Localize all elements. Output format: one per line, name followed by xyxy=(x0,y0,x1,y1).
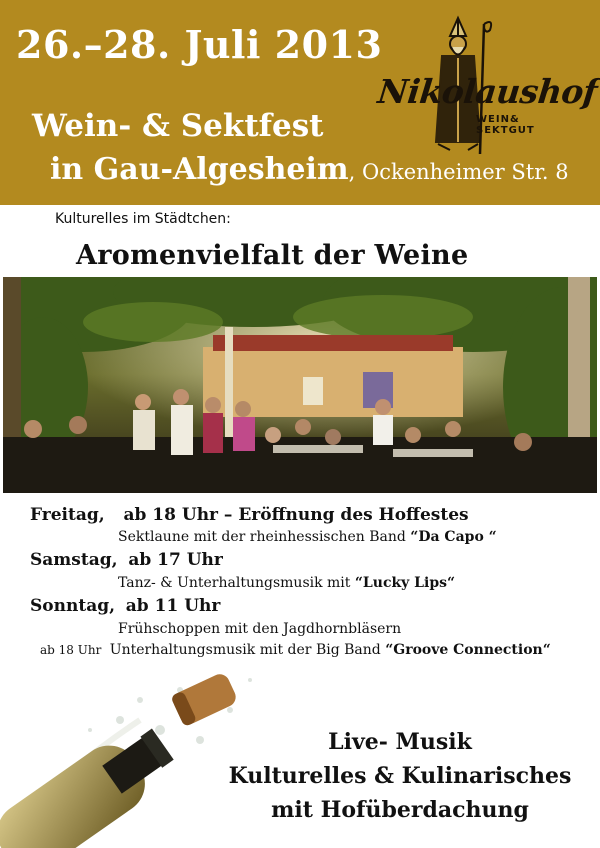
saturday-row xyxy=(30,550,223,570)
highlight-live-musik: Live- Musik xyxy=(328,729,472,755)
friday-day: Freitag, xyxy=(30,505,105,525)
logo-name: Nikolaushof xyxy=(375,72,599,111)
friday-desc: Sektlaune mit der rheinhessischen Band xyxy=(118,529,411,545)
event-title: Wein- & Sektfest xyxy=(32,108,324,144)
saturday-time: ab 17 Uhr xyxy=(128,550,223,570)
friday-time: ab 18 Uhr – Eröffnung des Hoffestes xyxy=(123,505,469,525)
header-banner xyxy=(0,0,600,205)
friday-row xyxy=(30,505,469,525)
logo-subtitle xyxy=(476,114,535,136)
saturday-desc-row xyxy=(118,575,455,591)
courtyard-photo-illustration xyxy=(3,277,597,493)
sunday-day: Sonntag, xyxy=(30,596,116,616)
sunday-desc: Frühschoppen mit den Jagdhornbläsern xyxy=(118,621,402,637)
sunday-row xyxy=(30,596,220,616)
sunday-evening-desc: Unterhaltungsmusik mit der Big Band xyxy=(109,642,386,658)
intro-kulturelles: Kulturelles im Städtchen: xyxy=(55,211,231,227)
highlight-hofueberdachung: mit Hofüberdachung xyxy=(271,797,529,823)
highlights xyxy=(200,725,600,827)
sunday-evening-time: ab 18 Uhr xyxy=(40,643,102,657)
sunday-time: ab 11 Uhr xyxy=(125,596,221,616)
event-date: 26.–28. Juli 2013 xyxy=(16,22,383,67)
sunday-evening-row xyxy=(40,642,551,658)
saturday-day: Samstag, xyxy=(30,550,118,570)
saturday-band: “Lucky Lips“ xyxy=(354,575,456,591)
logo-sub-line2: SEKTGUT xyxy=(476,125,535,136)
logo-sub-line1: WEIN& xyxy=(476,114,520,125)
friday-band: “Da Capo “ xyxy=(410,529,497,545)
courtyard-photo xyxy=(3,277,597,493)
sunday-evening-band: “Groove Connection“ xyxy=(385,642,551,658)
friday-desc-row xyxy=(118,529,497,545)
nikolaushof-logo xyxy=(372,14,599,164)
highlight-kulturelles: Kulturelles & Kulinarisches xyxy=(228,763,572,789)
saturday-desc: Tanz- & Unterhaltungsmusik mit xyxy=(118,575,355,591)
headline-aromen: Aromenvielfalt der Weine xyxy=(76,240,469,271)
event-town: in Gau-Algesheim xyxy=(50,152,349,187)
event-address: , Ockenheimer Str. 8 xyxy=(348,160,569,184)
